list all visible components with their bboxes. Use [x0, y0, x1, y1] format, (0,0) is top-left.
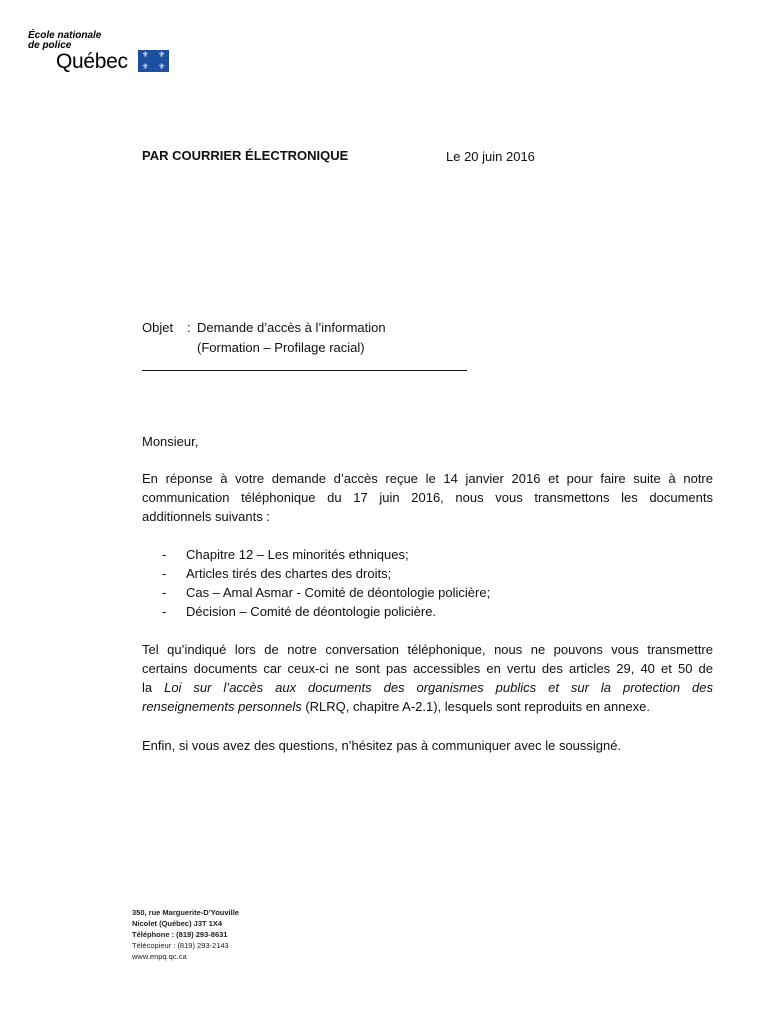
footer-address-block [132, 907, 239, 962]
subject-line-1: Demande d’accès à l’information [197, 320, 386, 335]
list-bullet: - [162, 585, 167, 600]
paragraph-1-line-1: En réponse à votre demande d’accès reçue le 14 janvier 2016 et pour faire suite à notre [142, 471, 713, 486]
footer-website[interactable]: www.enpq.qc.ca [132, 952, 187, 961]
footer-phone: Téléphone : (819) 293-8631 [132, 930, 228, 939]
paragraph-2-line-4 [142, 697, 713, 716]
logo-wordmark: Québec [56, 50, 128, 73]
logo [18, 26, 188, 82]
salutation: Monsieur, [142, 434, 199, 449]
paragraph-1-line-3: additionnels suivants : [142, 509, 270, 524]
list-item-text: Décision – Comité de déontologie policière. [186, 604, 437, 619]
subject-separator: : [187, 320, 191, 335]
list-item [162, 564, 682, 583]
subject-label: Objet [142, 320, 174, 335]
paragraph-2-line-3 [142, 678, 713, 697]
list-item [162, 602, 682, 621]
footer-city: Nicolet (Québec) J3T 1X4 [132, 919, 223, 928]
logo-line-2: de police [28, 40, 72, 51]
paragraph-2-line-3-prefix: la [142, 680, 153, 695]
list-item-text: Cas – Amal Asmar - Comité de déontologie policière; [186, 585, 491, 600]
paragraph-2-line-2: certains documents car ceux-ci ne sont pas accessibles en vertu des articles 29, 40 et 50 de [142, 661, 713, 676]
list-bullet: - [162, 547, 167, 562]
law-title-part-1: Loi sur l’accès aux documents des organismes publics et sur la protection des [164, 680, 713, 695]
logo-line-1: École nationale [28, 30, 102, 41]
list-bullet: - [162, 604, 167, 619]
document-list [162, 545, 682, 625]
list-item-text: Chapitre 12 – Les minorités ethniques; [186, 547, 409, 562]
subject-underline [142, 370, 467, 371]
paragraph-2-line-4-rest: (RLRQ, chapitre A-2.1), lesquels sont reproduits en annexe. [305, 699, 651, 714]
subject-line-2: (Formation – Profilage racial) [197, 340, 365, 355]
letter-date: Le 20 juin 2016 [446, 149, 535, 164]
law-title-part-2: renseignements personnels [142, 699, 302, 714]
list-item-text: Articles tirés des chartes des droits; [186, 566, 392, 581]
paragraph-3: Enfin, si vous avez des questions, n’hésitez pas à communiquer avec le soussigné. [142, 738, 622, 753]
quebec-flag-icon: ⚜ ⚜ ⚜ ⚜ [136, 48, 171, 74]
paragraph-2 [142, 640, 713, 716]
list-item [162, 545, 682, 564]
delivery-method: PAR COURRIER ÉLECTRONIQUE [142, 148, 349, 163]
list-bullet: - [162, 566, 167, 581]
footer-street: 350, rue Marguerite-D’Youville [132, 908, 239, 917]
paragraph-1-line-2: communication téléphonique du 17 juin 2016, nous vous transmettons les documents [142, 490, 713, 505]
paragraph-1 [142, 469, 713, 526]
footer-fax: Télécopieur : (819) 293-2143 [132, 941, 229, 950]
paragraph-2-line-1: Tel qu’indiqué lors de notre conversation téléphonique, nous ne pouvons vous transmettre [142, 642, 713, 657]
list-item [162, 583, 682, 602]
